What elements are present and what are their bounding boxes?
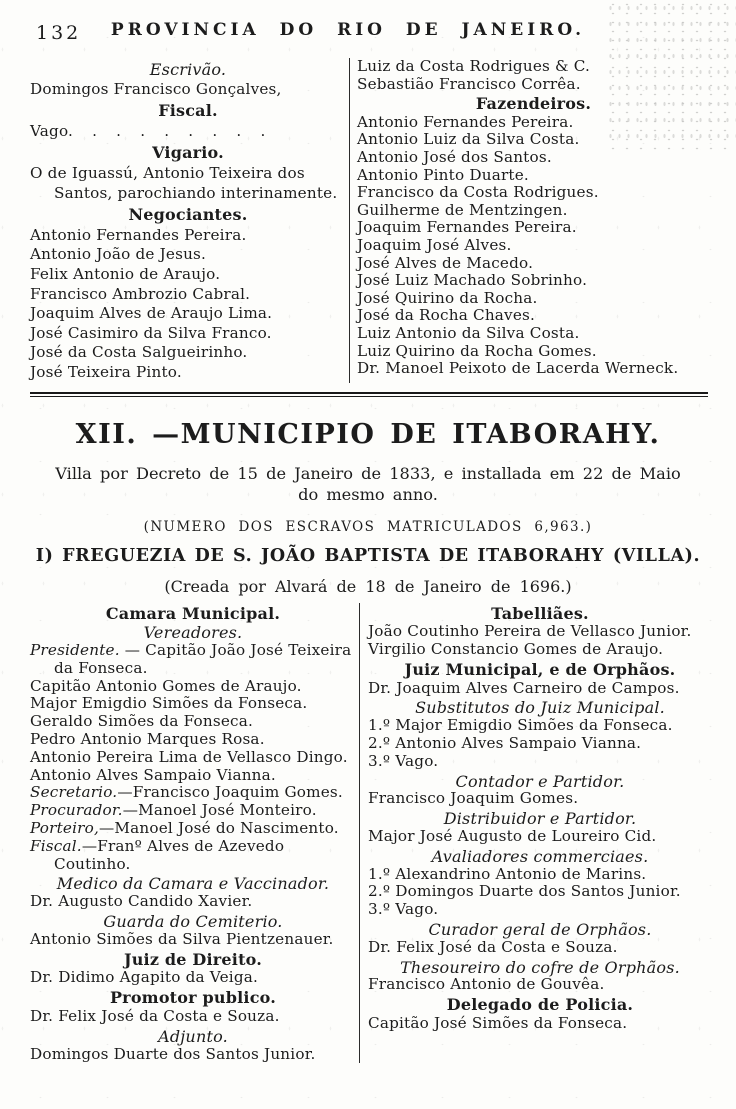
text-line: José Teixeira Pinto. [30,362,182,381]
text-line: Pedro Antonio Marques Rosa. [30,730,265,749]
role-label: Procurador. [30,801,123,820]
text-line: Dr. Felix José da Costa e Souza. [30,1007,280,1026]
text-line: Francisco Ambrozio Cabral. [30,284,251,303]
text-line: José Quirino da Rocha. [357,288,538,307]
text-line: Dr. Joaquim Alves Carneiro de Campos. [368,678,680,697]
municipio-heading: XII. —MUNICIPIO DE ITABORAHY. [75,418,661,450]
text-line: Fiscal.—Franº Alves de Azevedo Coutinho. [30,836,285,873]
text-line: O de Iguassú, Antonio Teixeira dos Santos, parochiando interinamente. [30,163,338,202]
text-line: Negociantes. [128,205,248,225]
text-line: Francisco da Costa Rodrigues. [357,183,599,202]
text-line: José Alves de Macedo. [357,253,534,272]
role-label: Fiscal. [30,836,82,855]
running-title: PROVINCIA DO RIO DE JANEIRO. [110,20,586,40]
text-line: Thesoureiro do cofre de Orphãos. [400,957,680,977]
top-two-column-section [30,58,710,383]
text-line: Adjunto. [158,1026,228,1046]
text-line: Antonio Simões da Silva Pientzenauer. [30,929,334,948]
text-line: Luiz Antonio da Silva Costa. [357,323,580,342]
text-line: Dr. Augusto Candido Xavier. [30,892,253,911]
text-line: Presidente. — Capitão João José Teixeira da Fonseca. [30,641,352,677]
text-line: Fiscal. [158,101,218,121]
text-line: Capitão Antonio Gomes de Araujo. [30,676,302,695]
role-label: Secretario. [30,783,118,802]
text-line: 2.º Antonio Alves Sampaio Vianna. [368,734,642,753]
text-line: Avaliadores commerciaes. [431,846,649,866]
text-line: Francisco Joaquim Gomes. [368,789,579,808]
text-line: Fazendeiros. [475,94,592,114]
text-line: Antonio Alves Sampaio Vianna. [30,765,276,784]
text-line: Geraldo Simões da Fonseca. [30,712,254,731]
bottom-left-column [30,603,359,1064]
top-right-column [350,58,710,383]
text-line: 1.º Major Emigdio Simões da Fonseca. [368,716,673,735]
text-line: Juiz Municipal, e de Orphãos. [404,659,676,679]
text-line: Promotor publico. [109,988,277,1008]
text-line: Medico da Camara e Vaccinador. [56,874,330,894]
text-line: Antonio José dos Santos. [357,147,552,166]
page-header [0,20,736,50]
text-line: João Coutinho Pereira de Vellasco Junior. [368,622,692,641]
text-line: Antonio Pinto Duarte. [357,165,529,184]
text-line: Felix Antonio de Araujo. [30,264,221,283]
decree-note: Villa por Decreto de 15 de Janeiro de 1833, e installada em 22 de Maio do mesmo anno. [55,463,681,504]
text-line: 3.º Vago. [368,751,439,770]
text-line: Contador e Partidor. [455,771,625,791]
bottom-two-column-section [30,603,712,1064]
municipio-intro [0,419,736,596]
text-line: Joaquim Alves de Araujo Lima. [30,304,273,323]
text-line: Major José Augusto de Loureiro Cid. [368,827,657,846]
text-line: Capitão José Simões da Fonseca. [368,1014,628,1033]
text-line: Dr. Didimo Agapito da Veiga. [30,968,259,987]
text-line: 2.º Domingos Duarte dos Santos Junior. [368,882,681,901]
creation-note: (Creada por Alvará de 18 de Janeiro de 1696.) [164,576,572,596]
text-line: Procurador.—Manoel José Monteiro. [30,801,317,820]
text-line: Dr. Felix José da Costa e Souza. [368,937,618,956]
text-line: Juiz de Direito. [123,949,263,969]
role-label: Porteiro, [30,819,99,838]
text-line: Joaquim José Alves. [357,235,512,254]
text-line: José Luiz Machado Sobrinho. [357,271,588,290]
text-line: Domingos Francisco Gonçalves, [30,79,282,98]
text-line: Guilherme de Mentzingen. [357,200,568,219]
text-line: Luiz da Costa Rodrigues & C. [357,57,591,75]
text-line: Sebastião Francisco Corrêa. [357,74,581,93]
text-line: Luiz Quirino da Rocha Gomes. [357,341,597,360]
text-line: Major Emigdio Simões da Fonseca. [30,694,308,713]
bottom-right-column [360,603,712,1064]
text-line: Antonio Fernandes Pereira. [357,112,574,131]
text-line: Antonio Pereira Lima de Vellasco Dingo. [30,747,348,766]
text-line: Vago. . . . . . . . . [30,121,266,140]
slave-count-note: (NUMERO DOS ESCRAVOS MATRICULADOS 6,963.) [143,518,593,535]
text-line: Distribuidor e Partidor. [443,809,637,829]
text-line: 3.º Vago. [368,900,439,919]
text-line: José Casimiro da Silva Franco. [30,323,272,342]
freguezia-heading: I) FREGUEZIA DE S. JOÃO BAPTISTA DE ITABORAHY (VILLA). [35,545,701,566]
text-line: Substitutos do Juiz Municipal. [415,698,665,718]
text-line: Vigario. [152,143,224,163]
text-line: Francisco Antonio de Gouvêa. [368,975,605,994]
text-line: Secretario.—Francisco Joaquim Gomes. [30,783,343,802]
text-line: Curador geral de Orphãos. [428,920,652,940]
text-line: Tabelliães. [491,603,589,623]
text-line: Delegado de Policia. [446,995,634,1015]
role-label: Presidente. [30,641,120,660]
text-line: Vereadores. [143,623,243,643]
text-line: Antonio Luiz da Silva Costa. [357,130,580,149]
page-number: 132 [36,22,82,44]
text-line: 1.º Alexandrino Antonio de Marins. [368,864,647,883]
text-line: Joaquim Fernandes Pereira. [357,218,577,237]
text-line: José da Costa Salgueirinho. [30,343,248,362]
text-line: José da Rocha Chaves. [357,306,536,325]
text-line: Escrivão. [149,60,227,79]
text-line: Domingos Duarte dos Santos Junior. [30,1044,316,1063]
text-line: Dr. Manoel Peixoto de Lacerda Werneck. [357,359,679,378]
section-divider-double-rule [30,392,708,397]
text-line: Porteiro,—Manoel José do Nascimento. [30,819,339,838]
text-line: Antonio Fernandes Pereira. [30,225,247,244]
top-left-column [30,58,349,383]
text-line: Virgilio Constancio Gomes de Araujo. [368,640,664,659]
text-line: Guarda do Cemiterio. [103,912,283,932]
text-line: Camara Municipal. [105,603,281,623]
text-line: Antonio João de Jesus. [30,245,207,264]
